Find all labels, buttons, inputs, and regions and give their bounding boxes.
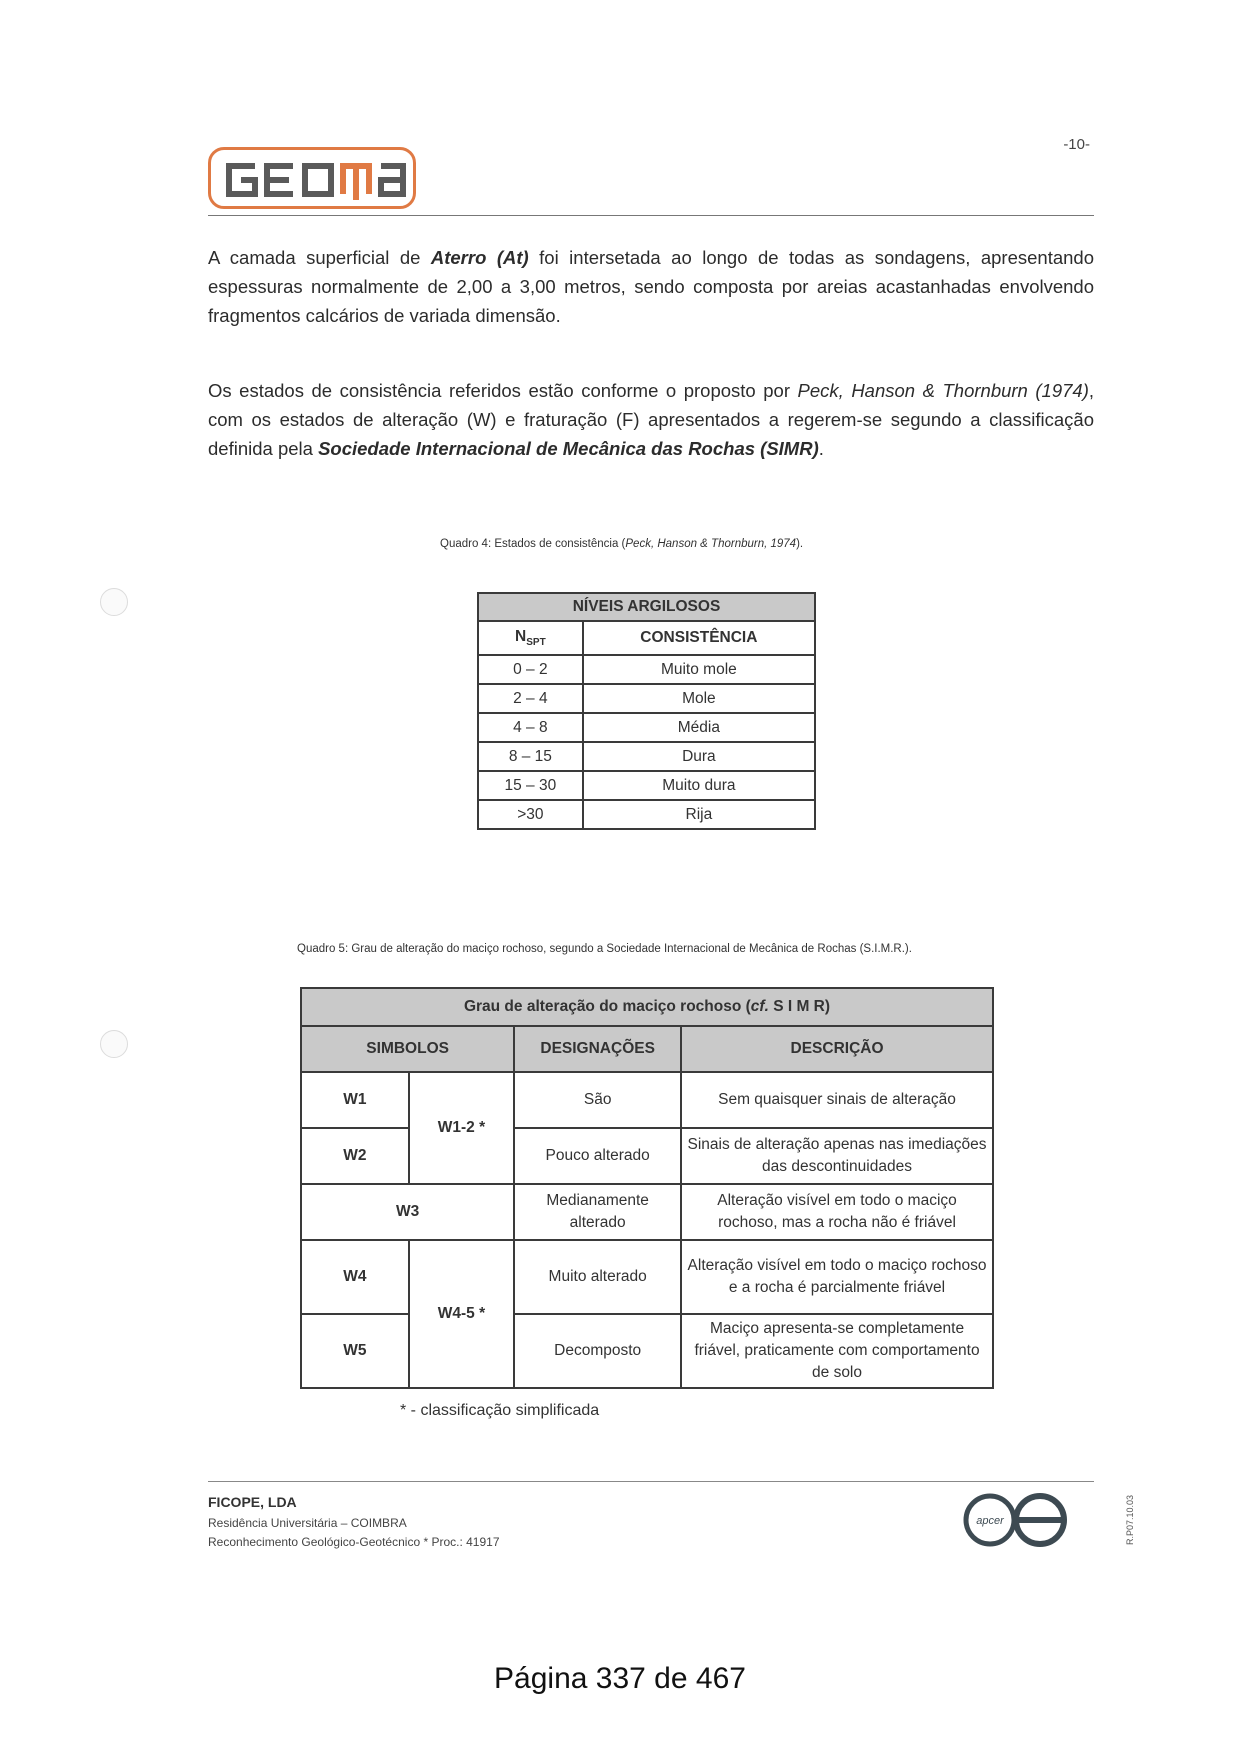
- nspt-cell: >30: [478, 800, 583, 829]
- header-divider: [208, 215, 1094, 216]
- footer-project: Reconhecimento Geológico-Geotécnico * Proc.: 41917: [208, 1535, 500, 1549]
- table4-caption-ref: Peck, Hanson & Thornburn, 1974: [625, 538, 797, 550]
- para2-text-1: Os estados de consistência referidos estão conforme o proposto por: [208, 380, 798, 401]
- descricao-cell: Maciço apresenta-se completamente friável, praticamente com comportamento de solo: [681, 1314, 993, 1388]
- punch-hole: [100, 1030, 128, 1058]
- consistencia-cell: Mole: [583, 684, 815, 713]
- para1-emphasis: Aterro (At): [430, 247, 529, 268]
- footer-address: Residência Universitária – COIMBRA: [208, 1516, 407, 1530]
- descricao-cell: Sem quaisquer sinais de alteração: [681, 1072, 993, 1128]
- table-row: [301, 1128, 993, 1184]
- designacao-cell: Muito alterado: [514, 1240, 681, 1314]
- symbol-w2: W2: [301, 1128, 409, 1184]
- doc-code-wrapper: [1125, 1494, 1175, 1555]
- table5-header-cf: cf.: [750, 998, 769, 1015]
- consistencia-cell: Muito mole: [583, 655, 815, 684]
- table5-footnote: * - classificação simplificada: [400, 1402, 600, 1419]
- table-row: [478, 684, 815, 713]
- nspt-cell: 8 – 15: [478, 742, 583, 771]
- footer-company: FICOPE, LDA: [208, 1494, 297, 1510]
- page-counter: Página 337 de 467: [494, 1662, 746, 1695]
- symbol-w1-2: W1-2 *: [409, 1072, 515, 1184]
- nspt-sub: SPT: [526, 637, 546, 649]
- para2-text-end: .: [818, 438, 824, 459]
- table4-group-header: NÍVEIS ARGILOSOS: [478, 593, 815, 621]
- symbol-w3: W3: [301, 1184, 514, 1240]
- nspt-cell: 15 – 30: [478, 771, 583, 800]
- para2-text-2: , com os estados de alteração (W) e fraturação (F) apresentados a regerem-se segundo a classificação definida pela: [208, 380, 1094, 459]
- consistencia-cell: Muito dura: [583, 771, 815, 800]
- nspt-cell: 2 – 4: [478, 684, 583, 713]
- designacao-cell: São: [514, 1072, 681, 1128]
- para2-society: Sociedade Internacional de Mecânica das Rochas (SIMR): [318, 438, 819, 459]
- paragraph-aterro: [208, 243, 1094, 330]
- table4-caption-end: ).: [796, 538, 804, 550]
- table5-caption: Quadro 5: Grau de alteração do maciço rochoso, segundo a Sociedade Internacional de Mecânica de Rochas (S.I.M.R.).: [297, 943, 912, 955]
- table5-col-descricao: DESCRIÇÃO: [681, 1026, 993, 1072]
- paragraph-consistencia: [208, 376, 1094, 463]
- symbol-w4-5: W4-5 *: [409, 1240, 515, 1388]
- footer-divider: [208, 1481, 1094, 1482]
- table-row: [478, 655, 815, 684]
- symbol-w1: W1: [301, 1072, 409, 1128]
- table-row: [478, 800, 815, 829]
- para1-text-end: foi intersetada ao longo de todas as sondagens, apresentando espessuras normalmente de 2,00 a 3,00 metros, sendo composta por areias acastanhadas envolvendo fragmentos calcários de variada dimensão.: [208, 247, 1095, 326]
- table5-col-designacoes: DESIGNAÇÕES: [514, 1026, 681, 1072]
- designacao-cell: Pouco alterado: [514, 1128, 681, 1184]
- geoma-logo: [208, 147, 416, 209]
- document-code: R.P07.10.03: [1125, 1494, 1135, 1545]
- table-row: [478, 742, 815, 771]
- table-row: [301, 1184, 993, 1240]
- table5-header-start: Grau de alteração do maciço rochoso (: [463, 998, 751, 1015]
- table-row: [301, 1314, 993, 1388]
- table-row: [301, 1240, 993, 1314]
- page-number: -10-: [1063, 136, 1090, 153]
- table4-caption-start: Quadro 4: Estados de consistência (: [440, 538, 626, 550]
- table5-group-header: [301, 988, 993, 1026]
- consistencia-cell: Média: [583, 713, 815, 742]
- consistency-table: [477, 592, 816, 830]
- geoma-logo-mark: [221, 158, 407, 200]
- descricao-cell: Alteração visível em todo o maciço rochoso, mas a rocha não é friável: [681, 1184, 993, 1240]
- certification-logos: [960, 1490, 1070, 1550]
- table5-col-simbolos: SIMBOLOS: [301, 1026, 514, 1072]
- designacao-cell: Medianamente alterado: [514, 1184, 681, 1240]
- table4-col-nspt: [478, 621, 583, 655]
- table-row: [478, 771, 815, 800]
- weathering-table: [300, 987, 994, 1389]
- table4-caption: [440, 538, 803, 550]
- descricao-cell: Alteração visível em todo o maciço rochoso e a rocha é parcialmente friável: [681, 1240, 993, 1314]
- descricao-cell: Sinais de alteração apenas nas imediações das descontinuidades: [681, 1128, 993, 1184]
- consistencia-cell: Rija: [583, 800, 815, 829]
- para2-reference: Peck, Hanson & Thornburn (1974): [797, 380, 1089, 401]
- designacao-cell: Decomposto: [514, 1314, 681, 1388]
- consistencia-cell: Dura: [583, 742, 815, 771]
- nspt-cell: 4 – 8: [478, 713, 583, 742]
- nspt-main: N: [515, 627, 527, 645]
- para1-text-start: A camada superficial de: [208, 247, 431, 268]
- table-row: [301, 1072, 993, 1128]
- symbol-w5: W5: [301, 1314, 409, 1388]
- table5-header-end: S I M R): [768, 998, 831, 1015]
- table-row: [478, 713, 815, 742]
- apcer-certification-icon: [960, 1490, 1070, 1550]
- table4-col-consistencia: CONSISTÊNCIA: [583, 621, 815, 655]
- cert-label: apcer: [976, 1515, 1004, 1527]
- punch-hole: [100, 588, 128, 616]
- symbol-w4: W4: [301, 1240, 409, 1314]
- nspt-cell: 0 – 2: [478, 655, 583, 684]
